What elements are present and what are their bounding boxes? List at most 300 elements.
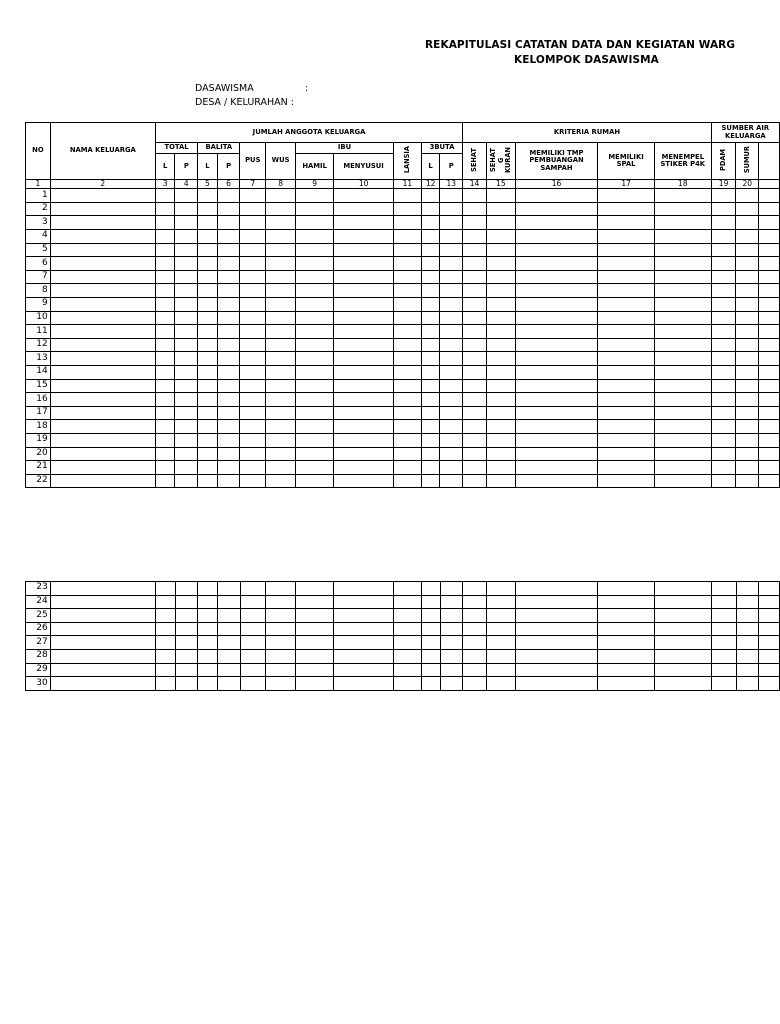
table-cell[interactable] — [654, 393, 711, 407]
table-cell[interactable] — [334, 298, 394, 312]
table-cell[interactable] — [217, 270, 240, 284]
table-cell[interactable] — [440, 406, 463, 420]
table-cell[interactable] — [296, 311, 334, 325]
table-cell[interactable] — [486, 202, 515, 216]
table-cell[interactable] — [598, 474, 655, 488]
table-cell[interactable] — [266, 243, 296, 257]
table-cell[interactable] — [217, 622, 240, 636]
table-cell[interactable] — [736, 420, 759, 434]
table-cell[interactable] — [155, 216, 175, 230]
table-cell[interactable] — [266, 202, 296, 216]
table-cell[interactable] — [759, 474, 780, 488]
table-cell[interactable] — [440, 365, 463, 379]
table-cell[interactable] — [654, 420, 711, 434]
table-cell[interactable] — [598, 595, 655, 609]
table-cell[interactable] — [463, 338, 487, 352]
table-cell[interactable] — [50, 474, 155, 488]
table-cell[interactable] — [759, 216, 780, 230]
table-cell[interactable] — [266, 474, 296, 488]
table-cell[interactable] — [759, 298, 780, 312]
table-cell[interactable] — [296, 406, 334, 420]
table-cell[interactable] — [240, 393, 266, 407]
table-cell[interactable] — [711, 622, 736, 636]
table-cell[interactable] — [422, 663, 441, 677]
table-cell[interactable] — [175, 420, 198, 434]
table-cell[interactable] — [486, 649, 515, 663]
table-cell[interactable] — [266, 298, 296, 312]
table-cell[interactable] — [711, 325, 736, 339]
table-cell[interactable] — [296, 257, 334, 271]
table-cell[interactable] — [175, 636, 198, 650]
table-cell[interactable] — [155, 663, 175, 677]
table-cell[interactable] — [463, 257, 487, 271]
table-cell[interactable] — [515, 325, 597, 339]
table-cell[interactable] — [334, 338, 394, 352]
table-cell[interactable] — [736, 433, 759, 447]
table-cell[interactable] — [217, 677, 240, 691]
table-cell[interactable] — [50, 595, 155, 609]
table-cell[interactable] — [421, 216, 440, 230]
table-cell[interactable] — [421, 189, 440, 203]
table-cell[interactable] — [759, 649, 780, 663]
table-cell[interactable] — [736, 298, 759, 312]
table-cell[interactable] — [421, 474, 440, 488]
table-cell[interactable] — [296, 447, 334, 461]
table-cell[interactable] — [654, 311, 711, 325]
table-cell[interactable] — [394, 393, 422, 407]
table-cell[interactable] — [240, 420, 266, 434]
table-cell[interactable] — [217, 325, 240, 339]
table-cell[interactable] — [198, 365, 218, 379]
table-cell[interactable] — [217, 447, 240, 461]
table-cell[interactable] — [711, 284, 736, 298]
table-cell[interactable] — [198, 379, 218, 393]
table-cell[interactable] — [598, 243, 655, 257]
table-cell[interactable] — [394, 609, 422, 623]
table-cell[interactable] — [50, 325, 155, 339]
table-cell[interactable] — [515, 393, 597, 407]
table-cell[interactable] — [421, 365, 440, 379]
table-cell[interactable] — [296, 216, 334, 230]
table-cell[interactable] — [155, 595, 175, 609]
table-cell[interactable] — [515, 284, 597, 298]
table-cell[interactable] — [334, 582, 394, 596]
table-cell[interactable] — [654, 298, 711, 312]
table-cell[interactable] — [515, 189, 597, 203]
table-cell[interactable] — [598, 270, 655, 284]
table-cell[interactable] — [175, 216, 198, 230]
table-cell[interactable] — [736, 338, 759, 352]
table-cell[interactable] — [598, 216, 655, 230]
table-cell[interactable] — [175, 582, 198, 596]
table-cell[interactable] — [515, 474, 597, 488]
table-cell[interactable] — [486, 420, 515, 434]
table-cell[interactable] — [463, 270, 487, 284]
table-cell[interactable] — [217, 257, 240, 271]
table-cell[interactable] — [486, 663, 515, 677]
table-cell[interactable] — [240, 622, 266, 636]
table-cell[interactable] — [217, 216, 240, 230]
table-cell[interactable] — [440, 474, 463, 488]
table-cell[interactable] — [440, 461, 463, 475]
table-cell[interactable] — [155, 582, 175, 596]
table-cell[interactable] — [217, 284, 240, 298]
table-cell[interactable] — [266, 420, 296, 434]
table-cell[interactable] — [422, 649, 441, 663]
table-cell[interactable] — [217, 663, 240, 677]
table-cell[interactable] — [486, 461, 515, 475]
table-cell[interactable] — [711, 447, 736, 461]
table-cell[interactable] — [334, 595, 394, 609]
table-cell[interactable] — [198, 284, 218, 298]
table-cell[interactable] — [266, 352, 296, 366]
table-cell[interactable] — [266, 461, 296, 475]
table-cell[interactable] — [736, 622, 759, 636]
table-cell[interactable] — [440, 595, 463, 609]
table-cell[interactable] — [711, 636, 736, 650]
table-cell[interactable] — [736, 393, 759, 407]
table-cell[interactable] — [266, 257, 296, 271]
table-cell[interactable] — [486, 379, 515, 393]
table-cell[interactable] — [440, 311, 463, 325]
table-cell[interactable] — [155, 379, 175, 393]
table-cell[interactable] — [334, 379, 394, 393]
table-cell[interactable] — [240, 663, 266, 677]
table-cell[interactable] — [655, 636, 712, 650]
table-cell[interactable] — [421, 447, 440, 461]
table-cell[interactable] — [50, 298, 155, 312]
table-cell[interactable] — [463, 649, 487, 663]
table-cell[interactable] — [198, 270, 218, 284]
table-cell[interactable] — [598, 298, 655, 312]
table-cell[interactable] — [50, 257, 155, 271]
table-cell[interactable] — [155, 433, 175, 447]
table-cell[interactable] — [486, 352, 515, 366]
table-cell[interactable] — [486, 636, 515, 650]
table-cell[interactable] — [486, 325, 515, 339]
table-cell[interactable] — [759, 595, 780, 609]
table-cell[interactable] — [440, 433, 463, 447]
table-cell[interactable] — [334, 311, 394, 325]
table-cell[interactable] — [175, 352, 198, 366]
table-cell[interactable] — [155, 270, 175, 284]
table-cell[interactable] — [486, 338, 515, 352]
table-cell[interactable] — [198, 595, 218, 609]
table-cell[interactable] — [394, 338, 422, 352]
table-cell[interactable] — [296, 298, 334, 312]
table-cell[interactable] — [759, 433, 780, 447]
table-cell[interactable] — [598, 406, 655, 420]
table-cell[interactable] — [515, 636, 598, 650]
table-cell[interactable] — [598, 393, 655, 407]
table-cell[interactable] — [240, 379, 266, 393]
table-cell[interactable] — [486, 270, 515, 284]
table-cell[interactable] — [155, 677, 175, 691]
table-cell[interactable] — [421, 338, 440, 352]
table-cell[interactable] — [198, 447, 218, 461]
table-cell[interactable] — [266, 270, 296, 284]
table-cell[interactable] — [198, 352, 218, 366]
table-cell[interactable] — [654, 474, 711, 488]
table-cell[interactable] — [296, 365, 334, 379]
table-cell[interactable] — [394, 663, 422, 677]
table-cell[interactable] — [515, 677, 598, 691]
table-cell[interactable] — [198, 338, 218, 352]
table-cell[interactable] — [759, 270, 780, 284]
table-cell[interactable] — [198, 582, 218, 596]
table-cell[interactable] — [175, 202, 198, 216]
table-cell[interactable] — [266, 365, 296, 379]
table-cell[interactable] — [736, 677, 759, 691]
table-cell[interactable] — [155, 420, 175, 434]
table-cell[interactable] — [486, 609, 515, 623]
table-cell[interactable] — [394, 474, 422, 488]
table-cell[interactable] — [421, 243, 440, 257]
table-cell[interactable] — [198, 257, 218, 271]
table-cell[interactable] — [463, 636, 487, 650]
table-cell[interactable] — [463, 325, 487, 339]
table-cell[interactable] — [515, 365, 597, 379]
table-cell[interactable] — [217, 338, 240, 352]
table-cell[interactable] — [463, 406, 487, 420]
table-cell[interactable] — [155, 338, 175, 352]
table-cell[interactable] — [50, 420, 155, 434]
table-cell[interactable] — [422, 582, 441, 596]
table-cell[interactable] — [736, 461, 759, 475]
table-cell[interactable] — [736, 595, 759, 609]
table-cell[interactable] — [440, 270, 463, 284]
table-cell[interactable] — [421, 379, 440, 393]
table-cell[interactable] — [759, 338, 780, 352]
table-cell[interactable] — [296, 338, 334, 352]
table-cell[interactable] — [155, 393, 175, 407]
table-cell[interactable] — [394, 298, 422, 312]
table-cell[interactable] — [394, 311, 422, 325]
table-cell[interactable] — [296, 636, 334, 650]
table-cell[interactable] — [463, 202, 487, 216]
table-cell[interactable] — [440, 379, 463, 393]
table-cell[interactable] — [50, 609, 155, 623]
table-cell[interactable] — [654, 189, 711, 203]
table-cell[interactable] — [296, 582, 334, 596]
table-cell[interactable] — [736, 663, 759, 677]
table-cell[interactable] — [334, 677, 394, 691]
table-cell[interactable] — [266, 433, 296, 447]
table-cell[interactable] — [421, 461, 440, 475]
table-cell[interactable] — [440, 298, 463, 312]
table-cell[interactable] — [175, 311, 198, 325]
table-cell[interactable] — [463, 393, 487, 407]
table-cell[interactable] — [334, 636, 394, 650]
table-cell[interactable] — [486, 365, 515, 379]
table-cell[interactable] — [736, 447, 759, 461]
table-cell[interactable] — [486, 298, 515, 312]
table-cell[interactable] — [654, 202, 711, 216]
table-cell[interactable] — [50, 243, 155, 257]
table-cell[interactable] — [394, 622, 422, 636]
table-cell[interactable] — [334, 649, 394, 663]
table-cell[interactable] — [711, 677, 736, 691]
table-cell[interactable] — [198, 406, 218, 420]
table-cell[interactable] — [463, 284, 487, 298]
table-cell[interactable] — [198, 636, 218, 650]
table-cell[interactable] — [711, 216, 736, 230]
table-cell[interactable] — [240, 433, 266, 447]
table-cell[interactable] — [175, 663, 198, 677]
table-cell[interactable] — [655, 663, 712, 677]
table-cell[interactable] — [266, 636, 296, 650]
table-cell[interactable] — [198, 216, 218, 230]
table-cell[interactable] — [334, 284, 394, 298]
table-cell[interactable] — [50, 433, 155, 447]
table-cell[interactable] — [711, 663, 736, 677]
table-cell[interactable] — [598, 311, 655, 325]
table-cell[interactable] — [155, 406, 175, 420]
table-cell[interactable] — [598, 257, 655, 271]
table-cell[interactable] — [711, 365, 736, 379]
table-cell[interactable] — [655, 622, 712, 636]
table-cell[interactable] — [598, 189, 655, 203]
table-cell[interactable] — [266, 230, 296, 244]
table-cell[interactable] — [486, 257, 515, 271]
table-cell[interactable] — [440, 636, 463, 650]
table-cell[interactable] — [394, 420, 422, 434]
table-cell[interactable] — [50, 447, 155, 461]
table-cell[interactable] — [240, 257, 266, 271]
table-cell[interactable] — [654, 447, 711, 461]
table-cell[interactable] — [759, 393, 780, 407]
table-cell[interactable] — [759, 257, 780, 271]
table-cell[interactable] — [394, 677, 422, 691]
table-cell[interactable] — [50, 230, 155, 244]
table-cell[interactable] — [736, 257, 759, 271]
table-cell[interactable] — [155, 311, 175, 325]
table-cell[interactable] — [240, 447, 266, 461]
table-cell[interactable] — [711, 270, 736, 284]
table-cell[interactable] — [711, 420, 736, 434]
table-cell[interactable] — [394, 230, 422, 244]
table-cell[interactable] — [654, 379, 711, 393]
table-cell[interactable] — [50, 216, 155, 230]
table-cell[interactable] — [175, 270, 198, 284]
table-cell[interactable] — [50, 582, 155, 596]
table-cell[interactable] — [598, 649, 655, 663]
table-cell[interactable] — [217, 420, 240, 434]
table-cell[interactable] — [463, 677, 487, 691]
table-cell[interactable] — [463, 311, 487, 325]
table-cell[interactable] — [463, 420, 487, 434]
table-cell[interactable] — [440, 325, 463, 339]
table-cell[interactable] — [266, 338, 296, 352]
table-cell[interactable] — [296, 609, 334, 623]
table-cell[interactable] — [515, 257, 597, 271]
table-cell[interactable] — [394, 257, 422, 271]
table-cell[interactable] — [440, 243, 463, 257]
table-cell[interactable] — [515, 298, 597, 312]
table-cell[interactable] — [296, 433, 334, 447]
table-cell[interactable] — [655, 677, 712, 691]
table-cell[interactable] — [296, 352, 334, 366]
table-cell[interactable] — [736, 636, 759, 650]
table-cell[interactable] — [655, 609, 712, 623]
table-cell[interactable] — [240, 189, 266, 203]
table-cell[interactable] — [394, 447, 422, 461]
table-cell[interactable] — [736, 365, 759, 379]
table-cell[interactable] — [486, 433, 515, 447]
table-cell[interactable] — [759, 636, 780, 650]
table-cell[interactable] — [334, 622, 394, 636]
table-cell[interactable] — [736, 189, 759, 203]
table-cell[interactable] — [421, 284, 440, 298]
table-cell[interactable] — [50, 461, 155, 475]
table-cell[interactable] — [155, 230, 175, 244]
table-cell[interactable] — [655, 649, 712, 663]
table-cell[interactable] — [463, 622, 487, 636]
table-cell[interactable] — [217, 649, 240, 663]
table-cell[interactable] — [515, 379, 597, 393]
table-cell[interactable] — [736, 379, 759, 393]
table-cell[interactable] — [655, 595, 712, 609]
table-cell[interactable] — [515, 352, 597, 366]
table-cell[interactable] — [50, 270, 155, 284]
table-cell[interactable] — [296, 230, 334, 244]
table-cell[interactable] — [50, 189, 155, 203]
table-cell[interactable] — [266, 663, 296, 677]
table-cell[interactable] — [736, 284, 759, 298]
table-cell[interactable] — [50, 622, 155, 636]
table-cell[interactable] — [334, 420, 394, 434]
table-cell[interactable] — [422, 636, 441, 650]
table-cell[interactable] — [736, 352, 759, 366]
table-cell[interactable] — [598, 352, 655, 366]
table-cell[interactable] — [175, 609, 198, 623]
table-cell[interactable] — [217, 311, 240, 325]
table-cell[interactable] — [486, 393, 515, 407]
table-cell[interactable] — [155, 189, 175, 203]
table-cell[interactable] — [217, 393, 240, 407]
table-cell[interactable] — [175, 284, 198, 298]
table-cell[interactable] — [217, 609, 240, 623]
table-cell[interactable] — [266, 622, 296, 636]
table-cell[interactable] — [217, 582, 240, 596]
table-cell[interactable] — [394, 352, 422, 366]
table-cell[interactable] — [266, 284, 296, 298]
table-cell[interactable] — [759, 622, 780, 636]
table-cell[interactable] — [421, 298, 440, 312]
table-cell[interactable] — [598, 202, 655, 216]
table-cell[interactable] — [155, 649, 175, 663]
table-cell[interactable] — [155, 365, 175, 379]
table-cell[interactable] — [654, 406, 711, 420]
table-cell[interactable] — [394, 243, 422, 257]
table-cell[interactable] — [711, 461, 736, 475]
table-cell[interactable] — [198, 474, 218, 488]
table-cell[interactable] — [598, 230, 655, 244]
table-cell[interactable] — [240, 202, 266, 216]
table-cell[interactable] — [654, 325, 711, 339]
table-cell[interactable] — [598, 636, 655, 650]
table-cell[interactable] — [240, 230, 266, 244]
table-cell[interactable] — [175, 189, 198, 203]
table-cell[interactable] — [296, 461, 334, 475]
table-cell[interactable] — [422, 609, 441, 623]
table-cell[interactable] — [515, 663, 598, 677]
table-cell[interactable] — [50, 677, 155, 691]
table-cell[interactable] — [394, 202, 422, 216]
table-cell[interactable] — [266, 609, 296, 623]
table-cell[interactable] — [486, 447, 515, 461]
table-cell[interactable] — [296, 474, 334, 488]
